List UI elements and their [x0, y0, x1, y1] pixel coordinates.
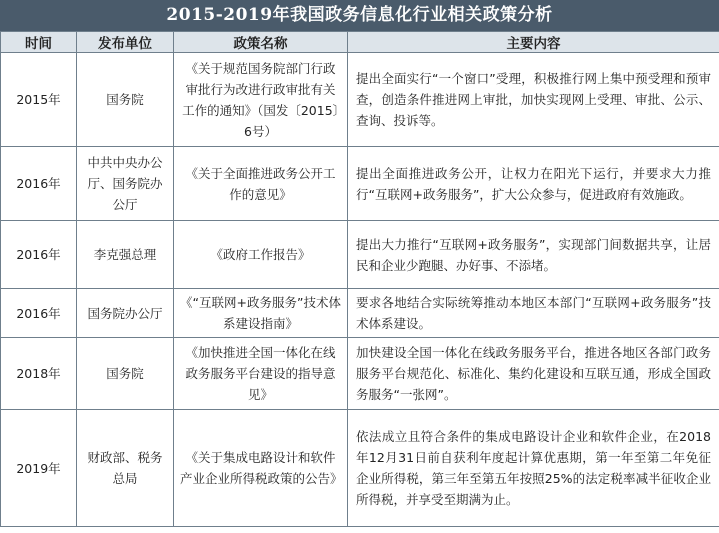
- header-content: 主要内容: [348, 32, 719, 53]
- cell-time: 2016年: [1, 221, 77, 289]
- cell-time: 2018年: [1, 338, 77, 410]
- table-row: [1, 338, 719, 410]
- table-header-row: [1, 32, 719, 53]
- cell-publisher: 财政部、税务总局: [77, 410, 174, 527]
- policy-table: [0, 31, 719, 527]
- header-publisher: 发布单位: [77, 32, 174, 53]
- table-row: [1, 53, 719, 147]
- cell-publisher: 国务院办公厅: [77, 289, 174, 338]
- cell-policy: 《政府工作报告》: [174, 221, 348, 289]
- cell-time: 2019年: [1, 410, 77, 527]
- cell-policy: 《关于全面推进政务公开工作的意见》: [174, 147, 348, 221]
- header-time: 时间: [1, 32, 77, 53]
- cell-publisher: 国务院: [77, 53, 174, 147]
- cell-content: 加快建设全国一体化在线政务服务平台，推进各地区各部门政务服务平台规范化、标准化、集约化建设和互联互通，形成全国政务服务“一张网”。: [348, 338, 719, 410]
- cell-time: 2015年: [1, 53, 77, 147]
- cell-publisher: 中共中央办公厅、国务院办公厅: [77, 147, 174, 221]
- cell-policy: 《加快推进全国一体化在线政务服务平台建设的指导意见》: [174, 338, 348, 410]
- table-row: [1, 221, 719, 289]
- table-title: 2015-2019年我国政务信息化行业相关政策分析: [0, 0, 719, 31]
- cell-content: 提出全面推进政务公开，让权力在阳光下运行，并要求大力推行“互联网+政务服务”，扩大公众参与，促进政府有效施政。: [348, 147, 719, 221]
- cell-policy: 《关于规范国务院部门行政审批行为改进行政审批有关工作的通知》（国发〔2015〕6号）: [174, 53, 348, 147]
- cell-publisher: 李克强总理: [77, 221, 174, 289]
- cell-policy: 《关于集成电路设计和软件产业企业所得税政策的公告》: [174, 410, 348, 527]
- cell-content: 要求各地结合实际统筹推动本地区本部门“互联网+政务服务”技术体系建设。: [348, 289, 719, 338]
- cell-content: 提出全面实行“一个窗口”受理，积极推行网上集中预受理和预审查，创造条件推进网上审批，加快实现网上受理、审批、公示、查询、投诉等。: [348, 53, 719, 147]
- cell-publisher: 国务院: [77, 338, 174, 410]
- table-row: [1, 147, 719, 221]
- cell-time: 2016年: [1, 289, 77, 338]
- cell-policy: 《“互联网+政务服务”技术体系建设指南》: [174, 289, 348, 338]
- cell-content: 依法成立且符合条件的集成电路设计企业和软件企业，在2018年12月31日前自获利年度起计算优惠期，第一年至第二年免征企业所得税，第三年至第五年按照25%的法定税率减半征收企业所得税，并享受至期满为止。: [348, 410, 719, 527]
- header-policy: 政策名称: [174, 32, 348, 53]
- table-row: [1, 410, 719, 527]
- cell-time: 2016年: [1, 147, 77, 221]
- table-row: [1, 289, 719, 338]
- cell-content: 提出大力推行“互联网+政务服务”，实现部门间数据共享，让居民和企业少跑腿、办好事、不添堵。: [348, 221, 719, 289]
